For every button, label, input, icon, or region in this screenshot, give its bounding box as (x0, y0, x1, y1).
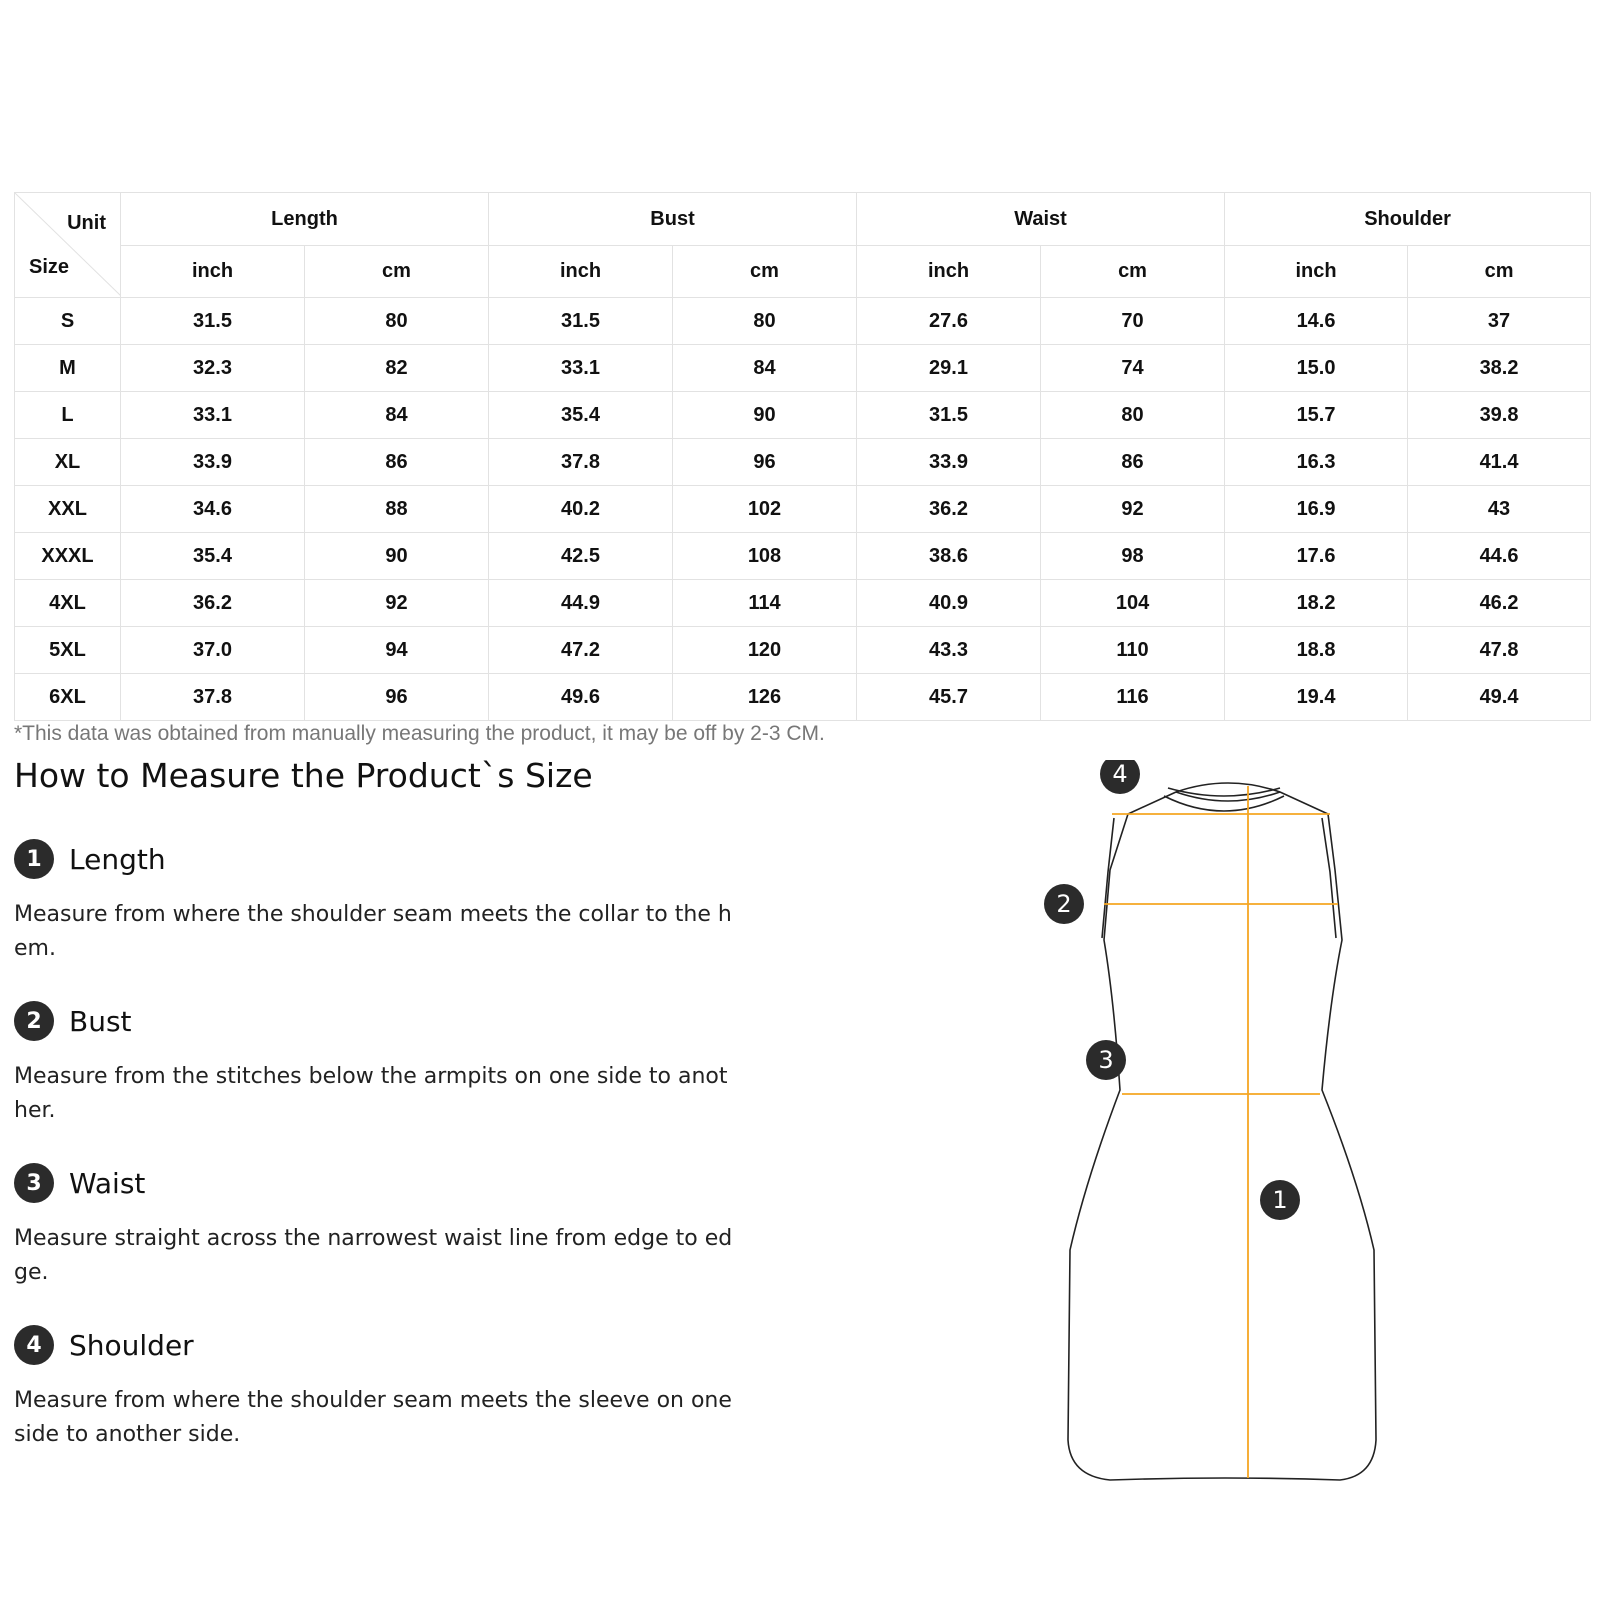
table-cell: 47.2 (489, 627, 673, 674)
table-cell: 44.9 (489, 580, 673, 627)
size-label-cell: 4XL (15, 580, 121, 627)
svg-text:4: 4 (1112, 760, 1128, 788)
table-corner-cell (15, 193, 121, 298)
table-cell: 36.2 (857, 486, 1041, 533)
table-cell: 31.5 (489, 298, 673, 345)
table-cell: 37.8 (489, 439, 673, 486)
size-label-cell: 6XL (15, 674, 121, 721)
table-cell: 70 (1041, 298, 1225, 345)
table-cell: 84 (673, 345, 857, 392)
table-cell: 18.2 (1225, 580, 1408, 627)
step-number-badge: 3 (14, 1163, 54, 1203)
table-row (15, 298, 1591, 345)
table-cell: 108 (673, 533, 857, 580)
step-title: Shoulder (69, 1328, 194, 1362)
step-description: Measure from the stitches below the armpits on one side to another. (14, 1064, 728, 1123)
table-cell: 46.2 (1408, 580, 1591, 627)
table-cell: 15.0 (1225, 345, 1408, 392)
step-length (14, 838, 734, 966)
table-row (15, 345, 1591, 392)
corner-size-label: Size (29, 256, 70, 278)
table-cell: 19.4 (1225, 674, 1408, 721)
corner-diagonal (15, 193, 121, 296)
howto-title: How to Measure the Product`s Size (14, 756, 593, 795)
group-header-length: Length (121, 193, 489, 246)
table-cell: 44.6 (1408, 533, 1591, 580)
table-cell: 116 (1041, 674, 1225, 721)
marker-1 (1260, 1180, 1300, 1220)
table-cell: 43 (1408, 486, 1591, 533)
unit-header: inch (857, 246, 1041, 298)
svg-text:2: 2 (1056, 890, 1072, 918)
table-cell: 102 (673, 486, 857, 533)
unit-header: cm (305, 246, 489, 298)
table-cell: 49.4 (1408, 674, 1591, 721)
table-cell: 33.1 (489, 345, 673, 392)
size-label-cell: L (15, 392, 121, 439)
table-cell: 74 (1041, 345, 1225, 392)
size-label-cell: XXL (15, 486, 121, 533)
marker-3 (1086, 1040, 1126, 1080)
table-cell: 37 (1408, 298, 1591, 345)
table-cell: 47.8 (1408, 627, 1591, 674)
table-cell: 43.3 (857, 627, 1041, 674)
svg-text:3: 3 (1098, 1046, 1114, 1074)
table-cell: 37.0 (121, 627, 305, 674)
unit-header: inch (489, 246, 673, 298)
group-header-waist: Waist (857, 193, 1225, 246)
table-cell: 92 (1041, 486, 1225, 533)
table-cell: 16.9 (1225, 486, 1408, 533)
table-cell: 110 (1041, 627, 1225, 674)
unit-header: cm (673, 246, 857, 298)
table-cell: 90 (305, 533, 489, 580)
table-cell: 80 (305, 298, 489, 345)
step-number-badge: 4 (14, 1325, 54, 1365)
table-cell: 49.6 (489, 674, 673, 721)
size-label-cell: XL (15, 439, 121, 486)
table-cell: 29.1 (857, 345, 1041, 392)
table-row (15, 439, 1591, 486)
table-cell: 45.7 (857, 674, 1041, 721)
step-title: Waist (69, 1166, 146, 1200)
table-cell: 82 (305, 345, 489, 392)
size-table-body (15, 298, 1591, 721)
table-cell: 126 (673, 674, 857, 721)
step-description: Measure from where the shoulder seam meets the collar to the hem. (14, 902, 732, 961)
measurement-note: *This data was obtained from manually measuring the product, it may be off by 2-3 CM. (14, 722, 825, 745)
table-cell: 84 (305, 392, 489, 439)
table-cell: 34.6 (121, 486, 305, 533)
table-cell: 114 (673, 580, 857, 627)
table-cell: 39.8 (1408, 392, 1591, 439)
table-cell: 15.7 (1225, 392, 1408, 439)
table-cell: 33.9 (857, 439, 1041, 486)
table-cell: 92 (305, 580, 489, 627)
table-cell: 32.3 (121, 345, 305, 392)
table-cell: 40.2 (489, 486, 673, 533)
table-cell: 90 (673, 392, 857, 439)
size-label-cell: M (15, 345, 121, 392)
table-row (15, 392, 1591, 439)
table-cell: 31.5 (121, 298, 305, 345)
step-shoulder (14, 1324, 734, 1452)
table-row (15, 674, 1591, 721)
step-title: Length (69, 842, 166, 876)
dress-measurement-diagram (1040, 760, 1420, 1490)
table-cell: 88 (305, 486, 489, 533)
table-cell: 104 (1041, 580, 1225, 627)
step-description: Measure from where the shoulder seam meets the sleeve on one side to another side. (14, 1388, 732, 1447)
group-header-shoulder: Shoulder (1225, 193, 1591, 246)
table-cell: 86 (1041, 439, 1225, 486)
size-label-cell: 5XL (15, 627, 121, 674)
table-cell: 40.9 (857, 580, 1041, 627)
step-description: Measure straight across the narrowest waist line from edge to edge. (14, 1226, 733, 1285)
table-row (15, 627, 1591, 674)
table-cell: 120 (673, 627, 857, 674)
table-cell: 80 (1041, 392, 1225, 439)
table-cell: 35.4 (121, 533, 305, 580)
table-cell: 96 (673, 439, 857, 486)
corner-unit-label: Unit (67, 212, 106, 234)
table-cell: 80 (673, 298, 857, 345)
table-cell: 35.4 (489, 392, 673, 439)
table-cell: 16.3 (1225, 439, 1408, 486)
marker-4 (1100, 760, 1140, 794)
unit-header: inch (1225, 246, 1408, 298)
step-title: Bust (69, 1004, 132, 1038)
marker-2 (1044, 884, 1084, 924)
table-cell: 27.6 (857, 298, 1041, 345)
step-waist (14, 1162, 734, 1290)
dress-outline (1068, 783, 1376, 1480)
table-cell: 17.6 (1225, 533, 1408, 580)
table-cell: 38.2 (1408, 345, 1591, 392)
table-cell: 86 (305, 439, 489, 486)
table-cell: 42.5 (489, 533, 673, 580)
table-cell: 36.2 (121, 580, 305, 627)
group-header-bust: Bust (489, 193, 857, 246)
table-cell: 41.4 (1408, 439, 1591, 486)
table-cell: 94 (305, 627, 489, 674)
table-cell: 14.6 (1225, 298, 1408, 345)
table-row (15, 533, 1591, 580)
table-cell: 31.5 (857, 392, 1041, 439)
step-bust (14, 1000, 734, 1128)
table-cell: 37.8 (121, 674, 305, 721)
table-cell: 18.8 (1225, 627, 1408, 674)
measurement-lines (1104, 786, 1338, 1478)
size-chart-table (14, 192, 1591, 721)
unit-header: cm (1408, 246, 1591, 298)
unit-header: cm (1041, 246, 1225, 298)
table-cell: 33.9 (121, 439, 305, 486)
step-number-badge: 2 (14, 1001, 54, 1041)
table-cell: 33.1 (121, 392, 305, 439)
step-number-badge: 1 (14, 839, 54, 879)
table-cell: 38.6 (857, 533, 1041, 580)
table-cell: 98 (1041, 533, 1225, 580)
table-row (15, 486, 1591, 533)
unit-header: inch (121, 246, 305, 298)
table-row (15, 580, 1591, 627)
size-label-cell: S (15, 298, 121, 345)
size-label-cell: XXXL (15, 533, 121, 580)
table-cell: 96 (305, 674, 489, 721)
svg-text:1: 1 (1272, 1186, 1288, 1214)
